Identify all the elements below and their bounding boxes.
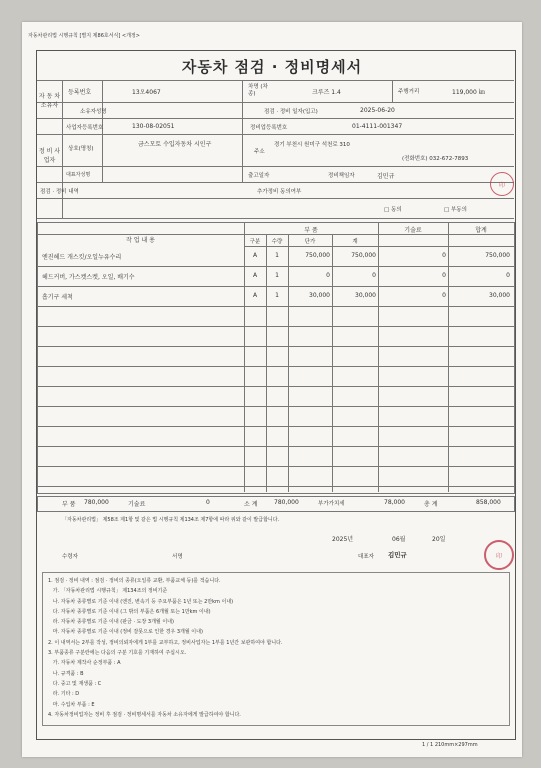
divider	[392, 80, 393, 102]
page-footer: 1 / 1 210mm×297mm	[422, 742, 478, 748]
divider	[37, 218, 514, 219]
vat-value: 78,000	[384, 499, 405, 506]
note-line: 마. 수입차 부품 : E	[48, 701, 95, 708]
cell-type: A	[252, 252, 258, 259]
cell-amt: 30,000	[355, 292, 376, 299]
cell-total: 750,000	[485, 252, 510, 259]
divider	[37, 80, 514, 81]
issuer-label: 대표자	[358, 554, 374, 560]
note-line: 마. 자동차 종류별로 기준 이내 (정비 잘못으로 인한 경우 3개월 이내)	[48, 629, 203, 636]
note-line: 가. 「자동차관리법 시행규칙」 제134조의 정비기준	[48, 588, 168, 595]
cell-qty: 1	[275, 292, 279, 299]
col-total-header: 합계	[475, 227, 487, 234]
bizno-value: 130-08-02051	[132, 123, 175, 130]
cell-labor: 0	[442, 292, 446, 299]
manager-label: 정비책임자	[328, 173, 355, 179]
subtotal-label: 소 계	[244, 501, 258, 508]
bizno-label: 사업자등록번호	[66, 125, 104, 131]
col-labor-header: 기술료	[404, 227, 422, 234]
shop-regno-value: 01-4111-001347	[352, 123, 403, 130]
work-section-label: 점검 · 정비 내역	[40, 189, 79, 195]
cell-qty: 1	[275, 272, 279, 279]
table-row-line	[37, 426, 514, 427]
parts-total-value: 780,000	[84, 499, 109, 506]
add-consent-label: 추가정비 동의여부	[257, 189, 302, 195]
mileage-value: 119,000 ㎞	[452, 89, 485, 96]
shop-owner-label: 대표자성명	[66, 172, 91, 178]
divider	[378, 222, 379, 492]
issue-month: 06월	[392, 536, 406, 543]
cell-total: 0	[506, 272, 510, 279]
table-row-line	[37, 266, 514, 267]
divider	[102, 80, 103, 182]
cell-qty: 1	[275, 252, 279, 259]
date-value: 2025-06-20	[360, 107, 395, 114]
table-row-line	[37, 466, 514, 467]
address-label: 주소	[254, 149, 265, 155]
grand-total-label: 총 계	[424, 501, 438, 508]
note-line: 1. 점검 · 정비 내역 : 점검 · 정비의 종류(오일류 교환, 부품교체 등)를 적습니다.	[48, 578, 221, 584]
issuer-signature: 김민규	[388, 551, 407, 559]
table-row-line	[37, 486, 514, 487]
release-date-label: 출고일자	[248, 173, 270, 179]
recipient-label: 수령자	[62, 554, 78, 560]
col-price-header: 단가	[304, 239, 316, 245]
note-line: 가. 자동차 제작사 순정부품 : A	[48, 660, 121, 667]
shop-name-label: 상호(명칭)	[68, 146, 94, 152]
table-row-line	[37, 446, 514, 447]
table-row-line	[37, 366, 514, 367]
divider	[448, 222, 449, 492]
table-row-line	[37, 306, 514, 307]
form-header-note: 자동차관리법 시행규칙 [별지 제86호서식] <개정>	[28, 33, 140, 39]
cell-price: 750,000	[305, 252, 330, 259]
table-row-line	[37, 326, 514, 327]
labor-total-label: 기술료	[128, 501, 146, 508]
shop-regno-label: 정비업등록번호	[250, 125, 288, 131]
statement-text: 「자동차관리법」 제58조 제1항 및 같은 법 시행규칙 제134조 제7항에 따라 위와 같이 발급합니다.	[62, 517, 280, 523]
parts-total-label: 부 품	[62, 501, 76, 508]
owner-label: 소유자성명	[80, 109, 107, 115]
notes-list	[48, 576, 283, 720]
vat-label: 부가가치세	[318, 501, 345, 507]
note-line: 나. 규격품 : B	[48, 670, 84, 677]
cell-amt: 0	[372, 272, 376, 279]
cell-work: 흡기구 세척	[42, 294, 73, 301]
divider	[37, 118, 514, 119]
table-row-line	[37, 406, 514, 407]
divider	[244, 246, 514, 247]
divider	[37, 182, 514, 183]
table-row-line	[37, 386, 514, 387]
recipient-sign-label: 서명	[172, 554, 183, 560]
note-line: 4. 자동차정비업자는 정비 후 점검 · 정비명세서를 자동차 소유자에게 발급하여야 합니다.	[48, 711, 241, 718]
grand-total-value: 858,000	[476, 499, 501, 506]
consent-option-no[interactable]: □ 부동의	[444, 207, 467, 213]
divider	[244, 222, 245, 492]
vehicle-section-label: 자 동 차 소유자	[38, 93, 61, 109]
col-qty-header: 수량	[271, 239, 283, 245]
work-table	[37, 222, 515, 494]
labor-total-value: 0	[206, 499, 210, 506]
cell-labor: 0	[442, 252, 446, 259]
table-row-line	[37, 346, 514, 347]
col-parts-header: 부 품	[304, 227, 318, 234]
cell-work: 헤드커버, 가스켓스켓, 오일, 배기수	[42, 274, 135, 281]
divider	[37, 166, 514, 167]
date-label: 점검 · 정비 일자(입고)	[264, 109, 318, 115]
col-type-header: 구분	[249, 239, 261, 245]
issue-year: 2025년	[332, 536, 354, 543]
note-line: 라. 자동차 종류별로 기준 이내 (판금 · 도장 3개월 이내)	[48, 619, 174, 626]
divider	[242, 80, 243, 182]
cell-price: 30,000	[309, 292, 330, 299]
cell-work: 엔진헤드 개스킷/오일누유수리	[42, 254, 122, 261]
issue-day: 20일	[432, 536, 446, 543]
note-line: 라. 기타 : D	[48, 691, 80, 698]
note-line: 다. 중고 및 재생품 : C	[48, 680, 102, 687]
manager-value: 김민규	[377, 173, 395, 180]
model-label: 차명 (차종)	[248, 84, 268, 97]
note-line: 3. 부품종류 구분란에는 다음의 구분 기호를 기재하여 주십시오.	[48, 650, 187, 657]
shop-seal-stamp: 印	[490, 172, 514, 196]
shop-section-label: 정 비 사업자	[38, 148, 61, 164]
tel-value: (전화번호) 032-672-7893	[402, 156, 469, 162]
mileage-label: 주행거리	[398, 89, 420, 95]
model-value: 크루즈 1.4	[312, 89, 341, 96]
company-seal-stamp: 印	[484, 540, 514, 570]
note-line: 나. 자동차 종류별로 기준 이내 (엔진, 변속기 등 주요부품은 1년 또는 2만km 이내)	[48, 598, 234, 605]
divider	[62, 80, 63, 218]
note-line: 2. 이 내역서는 2부를 작성, 정비의뢰자에게 1부를 교부하고, 정비사업자는 1부를 1년간 보관하여야 합니다.	[48, 639, 283, 646]
document-page	[22, 22, 522, 757]
divider	[37, 102, 514, 103]
consent-option-yes[interactable]: □ 동의	[384, 207, 402, 213]
divider	[37, 134, 514, 135]
document-title: 자동차 점검 · 정비명세서	[181, 58, 363, 76]
cell-amt: 750,000	[351, 252, 376, 259]
address-value: 경기 부천시 원미구 석천로 310	[274, 142, 350, 148]
shop-name-value: 금스모토 수입자동차 시인구	[138, 141, 212, 148]
col-work-header: 작 업 내 용	[126, 237, 155, 244]
col-amount-header: 계	[352, 239, 358, 245]
cell-type: A	[252, 272, 258, 279]
table-row-line	[37, 286, 514, 287]
subtotal-value: 780,000	[274, 499, 299, 506]
cell-price: 0	[326, 272, 330, 279]
note-line: 다. 자동차 종류별로 기준 이내 (그 밖의 부품은 6개월 또는 1만km 이내)	[48, 608, 211, 615]
reg-no-value: 13오4067	[132, 89, 161, 96]
divider	[37, 198, 514, 199]
cell-type: A	[252, 292, 258, 299]
cell-total: 30,000	[489, 292, 510, 299]
reg-no-label: 등록번호	[68, 89, 92, 96]
cell-labor: 0	[442, 272, 446, 279]
